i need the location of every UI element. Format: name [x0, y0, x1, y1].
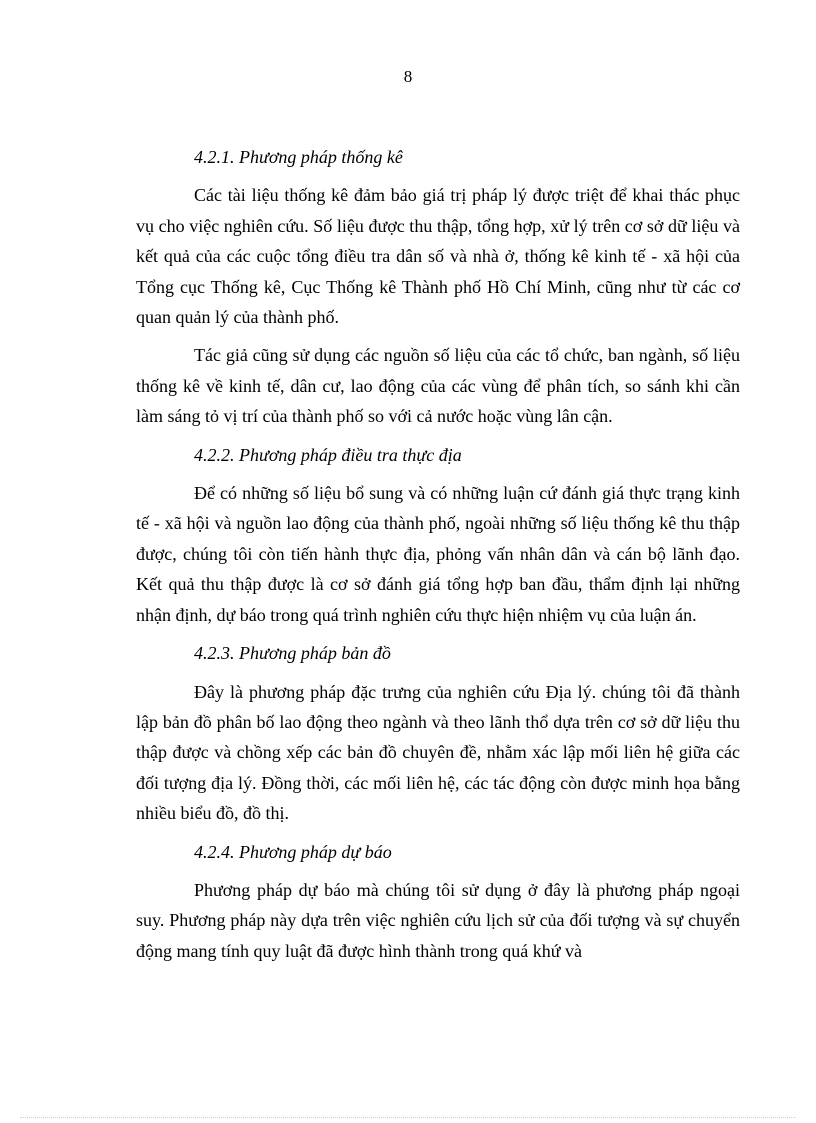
page-number: 8	[403, 67, 413, 86]
paragraph-4-2-1-a: Các tài liệu thống kê đảm bảo giá trị pháp lý được triệt để khai thác phục vụ cho việc nghiên cứu. Số liệu được thu thập, tổng hợp, xử lý trên cơ sở dữ liệu và kết quả của các cuộc tổng điều tra dân số và nhà ở, thống kê kinh tế - xã hội của Tổng cục Thống kê, Cục Thống kê Thành phố Hồ Chí Minh, cũng như từ các cơ quan quản lý của thành phố.	[136, 185, 740, 328]
section-heading-4-2-2: 4.2.2. Phương pháp điều tra thực địa	[194, 444, 462, 465]
section-heading-4-2-1: 4.2.1. Phương pháp thống kê	[194, 147, 403, 167]
paragraph-4-2-3-a: Đây là phương pháp đặc trưng của nghiên cứu Địa lý. chúng tôi đã thành lập bản đồ phân bố lao động theo ngành và theo lãnh thổ dựa trên cơ sở dữ liệu thu thập được và chồng xếp các bản đồ chuyên đề, nhằm xác lập mối liên hệ giữa các đối tượng địa lý. Đồng thời, các mối liên hệ, các tác động còn được minh họa bằng nhiều biểu đồ, đồ thị.	[136, 681, 740, 824]
paragraph-4-2-4-a: Phương pháp dự báo mà chúng tôi sử dụng ở đây là phương pháp ngoại suy. Phương pháp này dựa trên việc nghiên cứu lịch sử của đối tượng và sự chuyển động mang tính quy luật đã được hình thành trong quá khứ và	[136, 879, 740, 961]
section-heading-4-2-3: 4.2.3. Phương pháp bản đồ	[194, 643, 391, 664]
section-heading-4-2-4: 4.2.4. Phương pháp dự báo	[194, 841, 392, 862]
paragraph-4-2-1-b: Tác giả cũng sử dụng các nguồn số liệu của các tổ chức, ban ngành, số liệu thống kê về kinh tế, dân cư, lao động của các vùng để phân tích, so sánh khi cần làm sáng tỏ vị trí của thành phố so với cả nước hoặc vùng lân cận.	[136, 345, 740, 427]
page-bottom-rule	[20, 1117, 796, 1118]
document-body	[136, 142, 740, 974]
paragraph-4-2-2-a: Để có những số liệu bổ sung và có những luận cứ đánh giá thực trạng kinh tế - xã hội và nguồn lao động của thành phố, ngoài những số liệu thống kê thu thập được, chúng tôi còn tiến hành thực địa, phỏng vấn nhân dân và cán bộ lãnh đạo. Kết quả thu thập được là cơ sở đánh giá tổng hợp ban đầu, thẩm định lại những nhận định, dự báo trong quá trình nghiên cứu thực hiện nhiệm vụ của luận án.	[136, 483, 740, 625]
